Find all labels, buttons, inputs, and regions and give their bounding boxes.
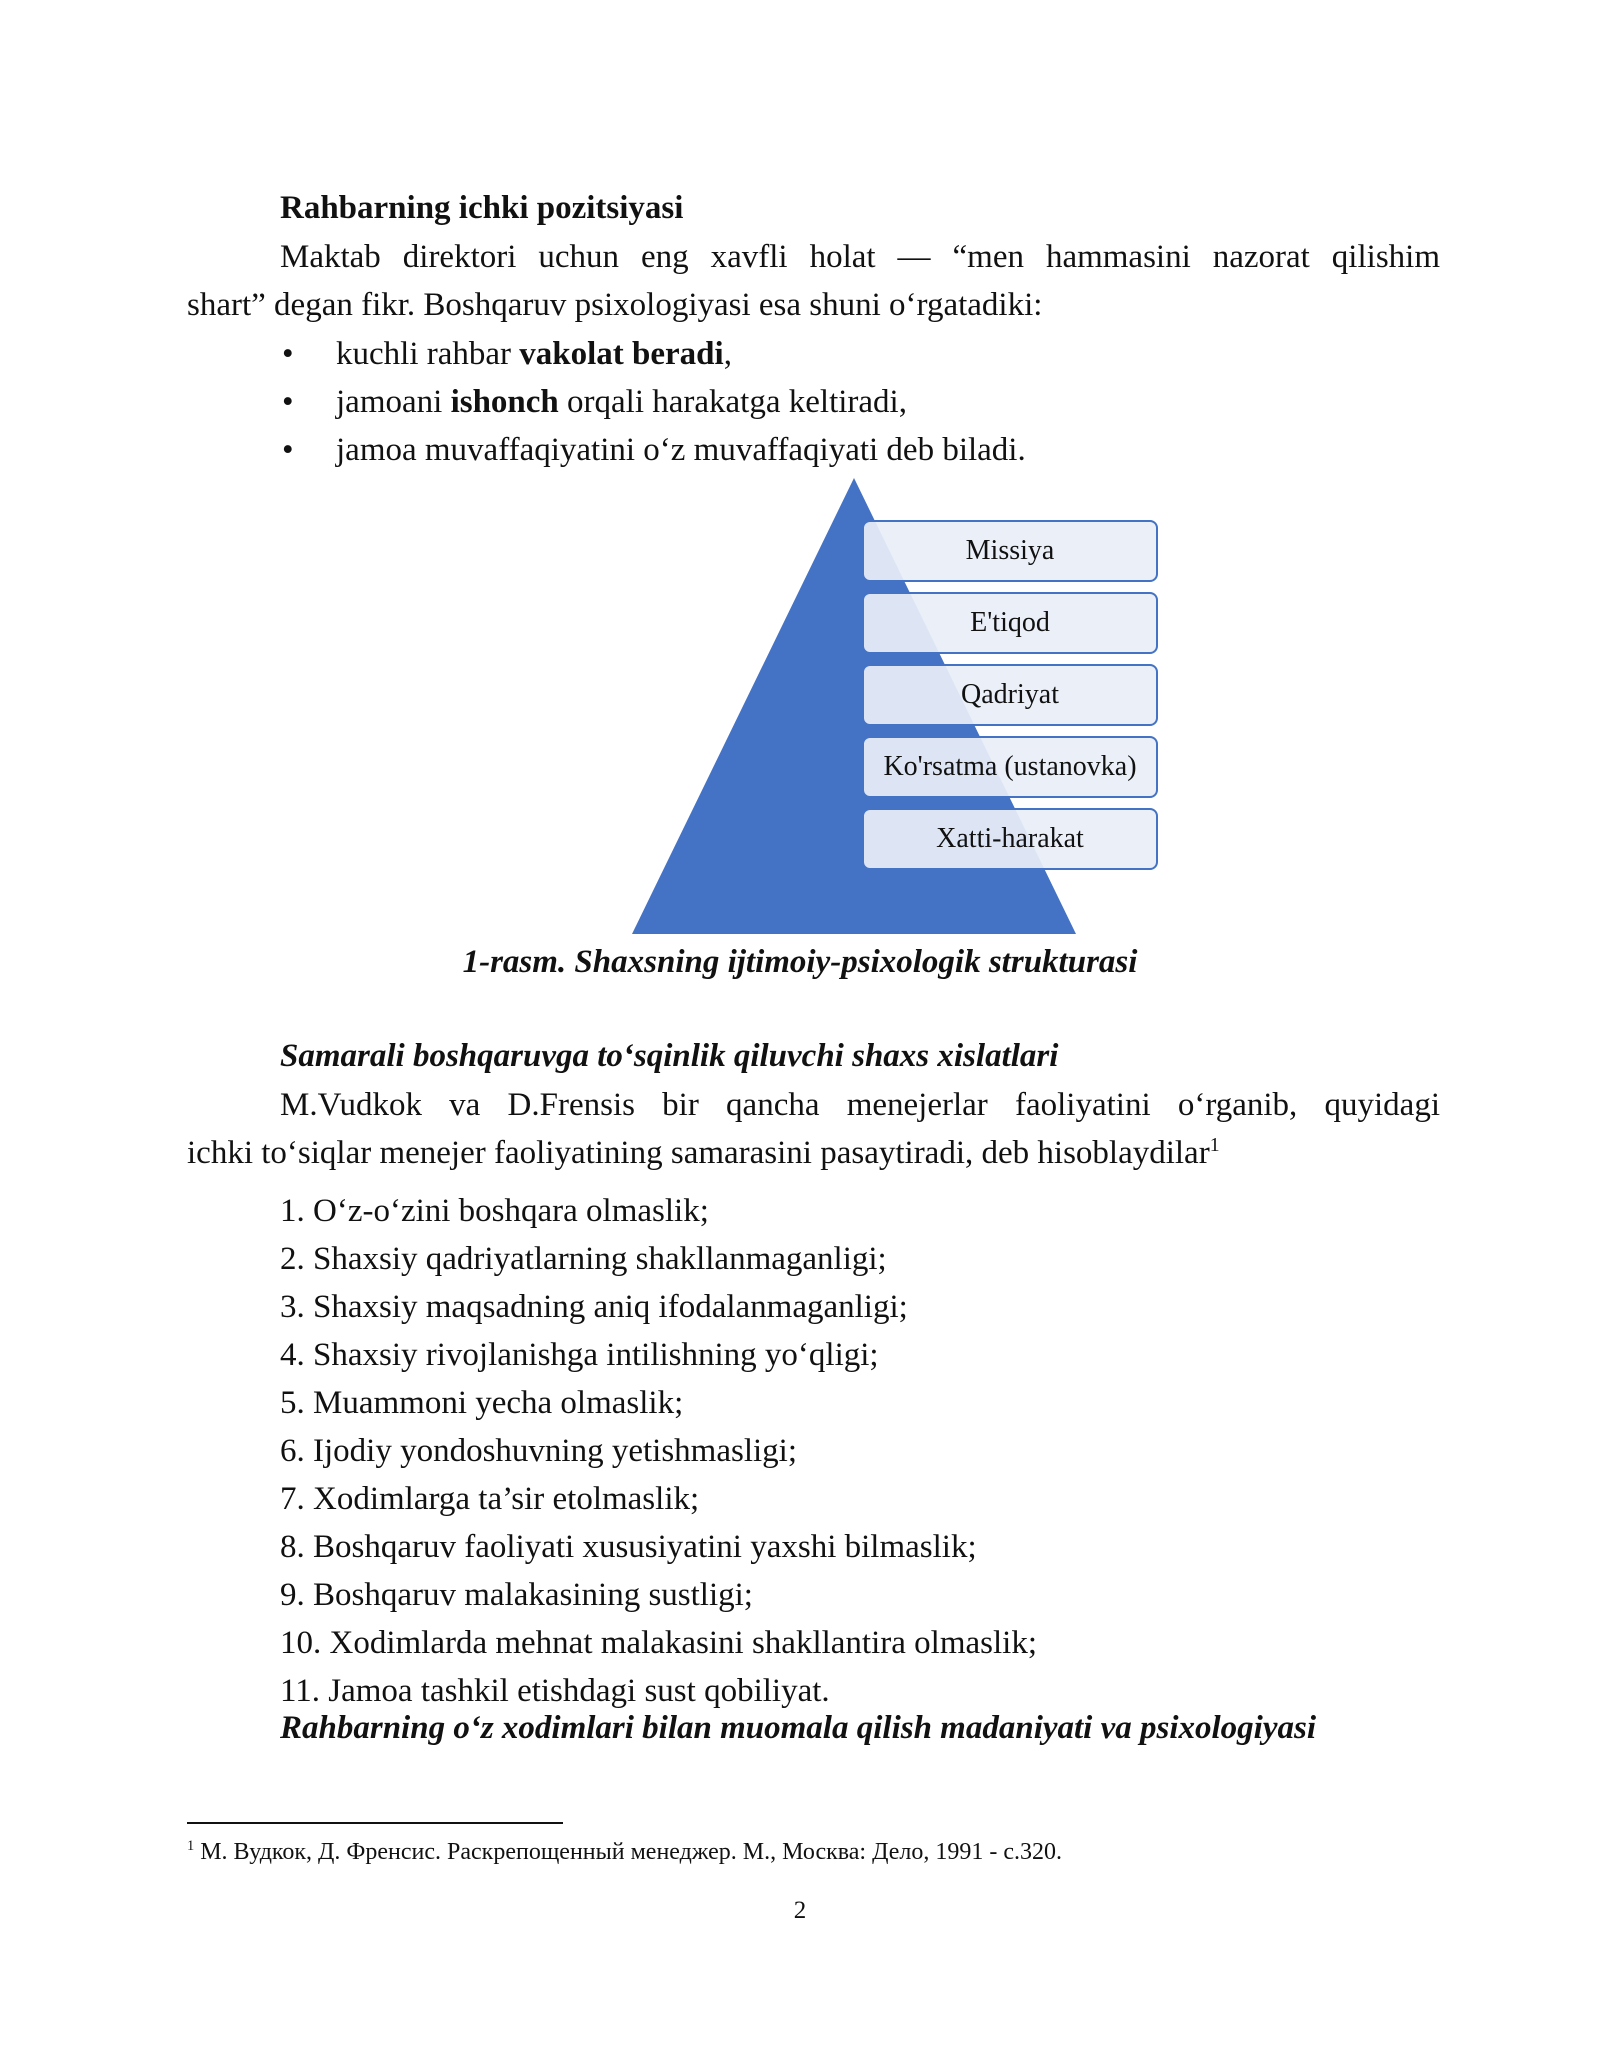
bullet-item bbox=[280, 378, 1026, 426]
paragraph-line: M.Vudkok va D.Frensis bir qancha menejerlar faoliyatini o‘rganib, quyidagi bbox=[280, 1087, 1440, 1123]
page-number: 2 bbox=[793, 1897, 807, 1924]
paragraph-line bbox=[187, 1129, 1440, 1177]
list-item: 11. Jamoa tashkil etishdagi sust qobiliyat. bbox=[280, 1673, 830, 1709]
bullet-bold-text: vakolat beradi bbox=[519, 336, 724, 372]
bullet-item bbox=[280, 330, 1026, 378]
pyramid-level-value: Qadriyat bbox=[862, 664, 1158, 726]
paragraph-text: ichki to‘siqlar menejer faoliyatining samarasini pasaytiradi, deb hisoblaydilar bbox=[187, 1135, 1210, 1171]
pyramid-level-attitude: Ko'rsatma (ustanovka) bbox=[862, 736, 1158, 798]
paragraph-line: Maktab direktori uchun eng xavfli holat — “men hammasini nazorat qilishim bbox=[280, 239, 1440, 275]
section-heading-communication: Rahbarning o‘z xodimlari bilan muomala qilish madaniyati va psixologiyasi bbox=[280, 1710, 1317, 1746]
section-heading-barriers: Samarali boshqaruvga to‘sqinlik qiluvchi shaxs xislatlari bbox=[280, 1038, 1059, 1074]
pyramid-level-belief: E'tiqod bbox=[862, 592, 1158, 654]
paragraph-line: shart” degan fikr. Boshqaruv psixologiyasi esa shuni o‘rgatadiki: bbox=[187, 287, 1043, 323]
list-item: 8. Boshqaruv faoliyati xususiyatini yaxshi bilmaslik; bbox=[280, 1529, 977, 1565]
bullet-icon: • bbox=[282, 336, 294, 372]
section-heading-internal-position: Rahbarning ichki pozitsiyasi bbox=[280, 190, 684, 226]
list-item: 5. Muammoni yecha olmaslik; bbox=[280, 1385, 684, 1421]
list-item: 1. O‘z-o‘zini boshqara olmaslik; bbox=[280, 1193, 709, 1229]
footnote bbox=[187, 1837, 1062, 1867]
bullet-icon: • bbox=[282, 432, 294, 468]
bullet-text: , bbox=[723, 336, 732, 372]
bullet-text: kuchli rahbar bbox=[336, 336, 520, 372]
footnote-reference[interactable]: 1 bbox=[1209, 1134, 1220, 1156]
footnote-text: М. Вудкок, Д. Френсис. Раскрепощенный менеджер. М., Москва: Дело, 1991 - с.320. bbox=[194, 1839, 1063, 1865]
footnote-mark: 1 bbox=[187, 1838, 195, 1854]
footnote-divider bbox=[187, 1822, 563, 1824]
list-item: 10. Xodimlarda mehnat malakasini shakllantira olmaslik; bbox=[280, 1625, 1037, 1661]
list-item: 3. Shaxsiy maqsadning aniq ifodalanmaganligi; bbox=[280, 1289, 908, 1325]
bullet-bold-text: ishonch bbox=[450, 384, 559, 420]
numbered-list bbox=[280, 1187, 1037, 1715]
pyramid-level-mission: Missiya bbox=[862, 520, 1158, 582]
pyramid-diagram bbox=[620, 478, 1180, 938]
list-item: 2. Shaxsiy qadriyatlarning shakllanmaganligi; bbox=[280, 1241, 887, 1277]
bullet-icon: • bbox=[282, 384, 294, 420]
bullet-item bbox=[280, 426, 1026, 474]
list-item: 9. Boshqaruv malakasining sustligi; bbox=[280, 1577, 753, 1613]
bullet-text: jamoa muvaffaqiyatini o‘z muvaffaqiyati deb biladi. bbox=[336, 432, 1026, 468]
list-item: 4. Shaxsiy rivojlanishga intilishning yo‘qligi; bbox=[280, 1337, 879, 1373]
list-item: 6. Ijodiy yondoshuvning yetishmasligi; bbox=[280, 1433, 797, 1469]
list-item: 7. Xodimlarga ta’sir etolmaslik; bbox=[280, 1481, 700, 1517]
bullet-list bbox=[280, 330, 1026, 474]
pyramid-level-behavior: Xatti-harakat bbox=[862, 808, 1158, 870]
bullet-text: orqali harakatga keltiradi, bbox=[558, 384, 907, 420]
bullet-text: jamoani bbox=[336, 384, 451, 420]
figure-caption: 1-rasm. Shaxsning ijtimoiy-psixologik strukturasi bbox=[462, 944, 1138, 980]
